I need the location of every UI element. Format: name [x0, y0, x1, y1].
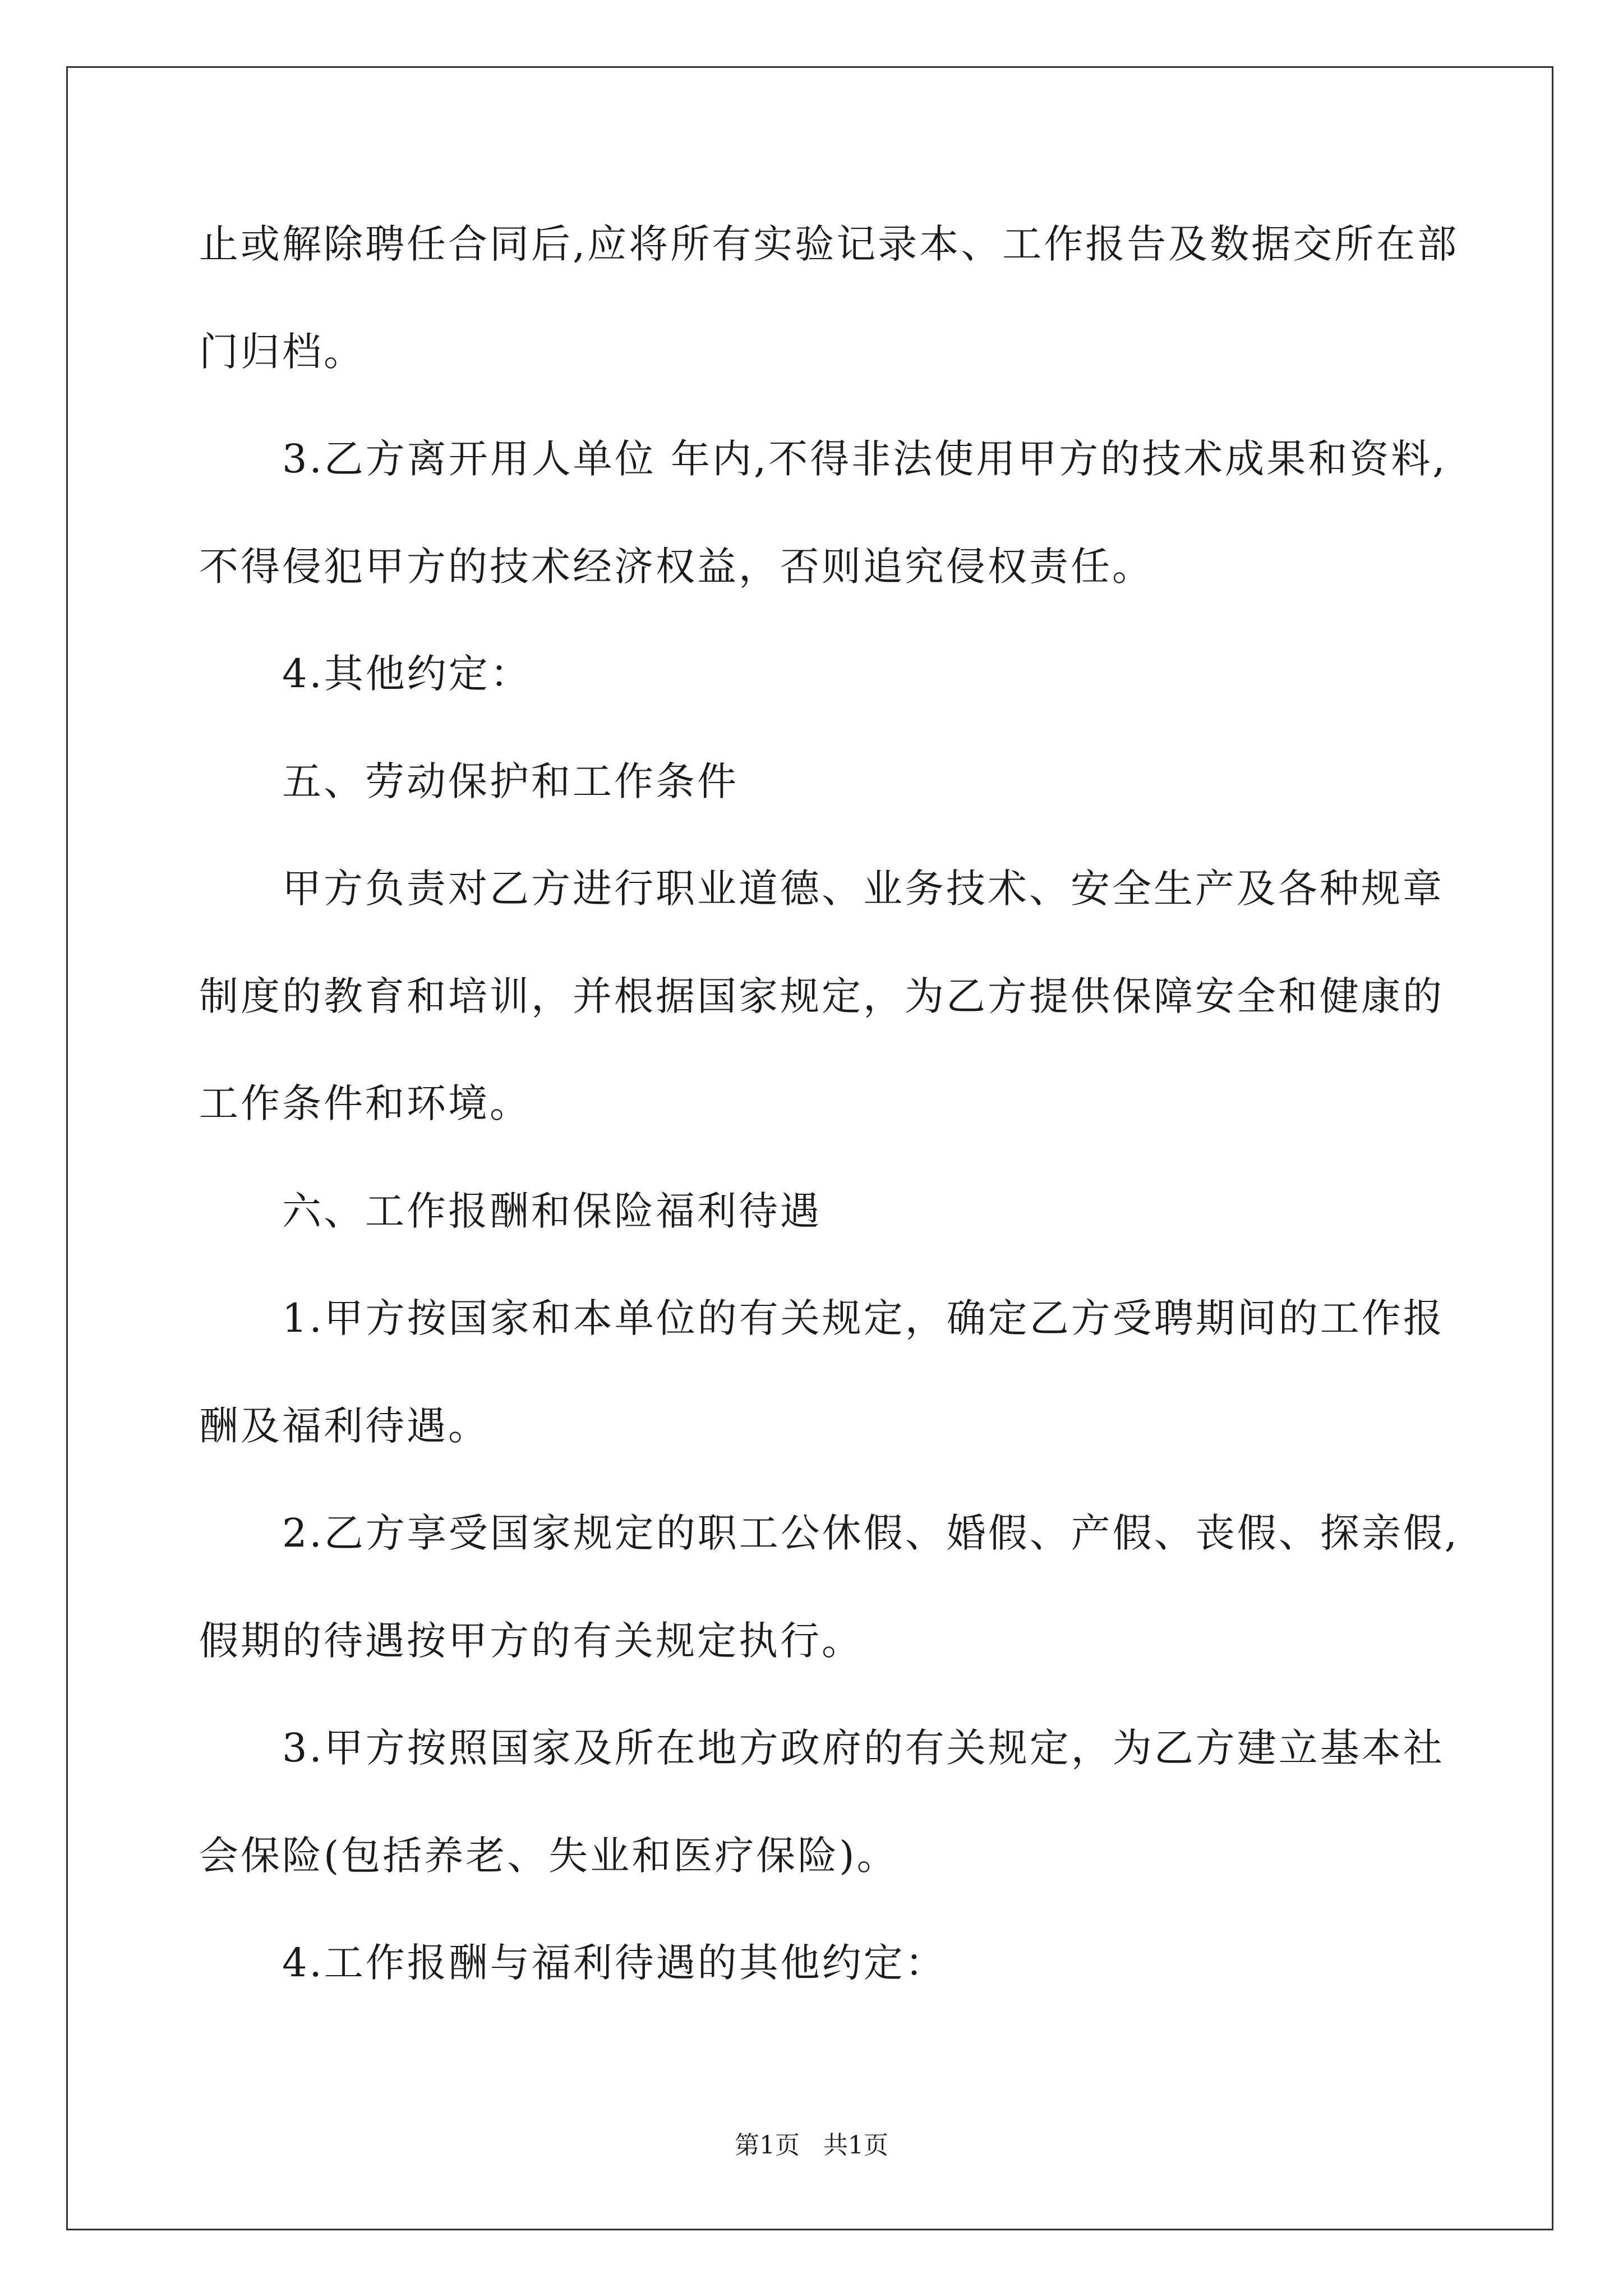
- text-line-17: 4.工作报酬与福利待遇的其他约定：: [282, 1940, 947, 1986]
- text-line-7: 甲方负责对乙方进行职业道德、业务技术、安全生产及各种规章: [282, 866, 1444, 912]
- text-line-4: 不得侵犯甲方的技术经济权益，否则追究侵权责任。: [199, 543, 1154, 590]
- text-line-8: 制度的教育和培训，并根据国家规定，为乙方提供保障安全和健康的: [199, 973, 1444, 1019]
- text-line-16: 会保险(包括养老、失业和医疗保险)。: [199, 1832, 898, 1879]
- text-line-14: 假期的待遇按甲方的有关规定执行。: [199, 1617, 863, 1664]
- text-line-5: 4.其他约定：: [282, 651, 532, 697]
- page-number-footer: 第1页 共1页: [735, 2131, 888, 2160]
- text-line-1: 止或解除聘任合同后,应将所有实验记录本、工作报告及数据交所在部: [199, 221, 1459, 267]
- text-line-15: 3.甲方按照国家及所在地方政府的有关规定，为乙方建立基本社: [282, 1725, 1445, 1771]
- section-heading-6: 六、工作报酬和保险福利待遇: [282, 1188, 822, 1234]
- text-line-11: 1.甲方按国家和本单位的有关规定，确定乙方受聘期间的工作报: [282, 1295, 1445, 1341]
- text-line-12: 酬及福利待遇。: [199, 1402, 490, 1449]
- document-body: [199, 191, 1460, 2017]
- text-line-2: 门归档。: [199, 328, 365, 375]
- text-line-13: 2.乙方享受国家规定的职工公休假、婚假、产假、丧假、探亲假,: [282, 1510, 1460, 1556]
- text-line-3: 3.乙方离开用人单位 年内,不得非法使用甲方的技术成果和资料,: [282, 436, 1447, 482]
- section-heading-5: 五、劳动保护和工作条件: [282, 758, 739, 804]
- text-line-9: 工作条件和环境。: [199, 1080, 531, 1126]
